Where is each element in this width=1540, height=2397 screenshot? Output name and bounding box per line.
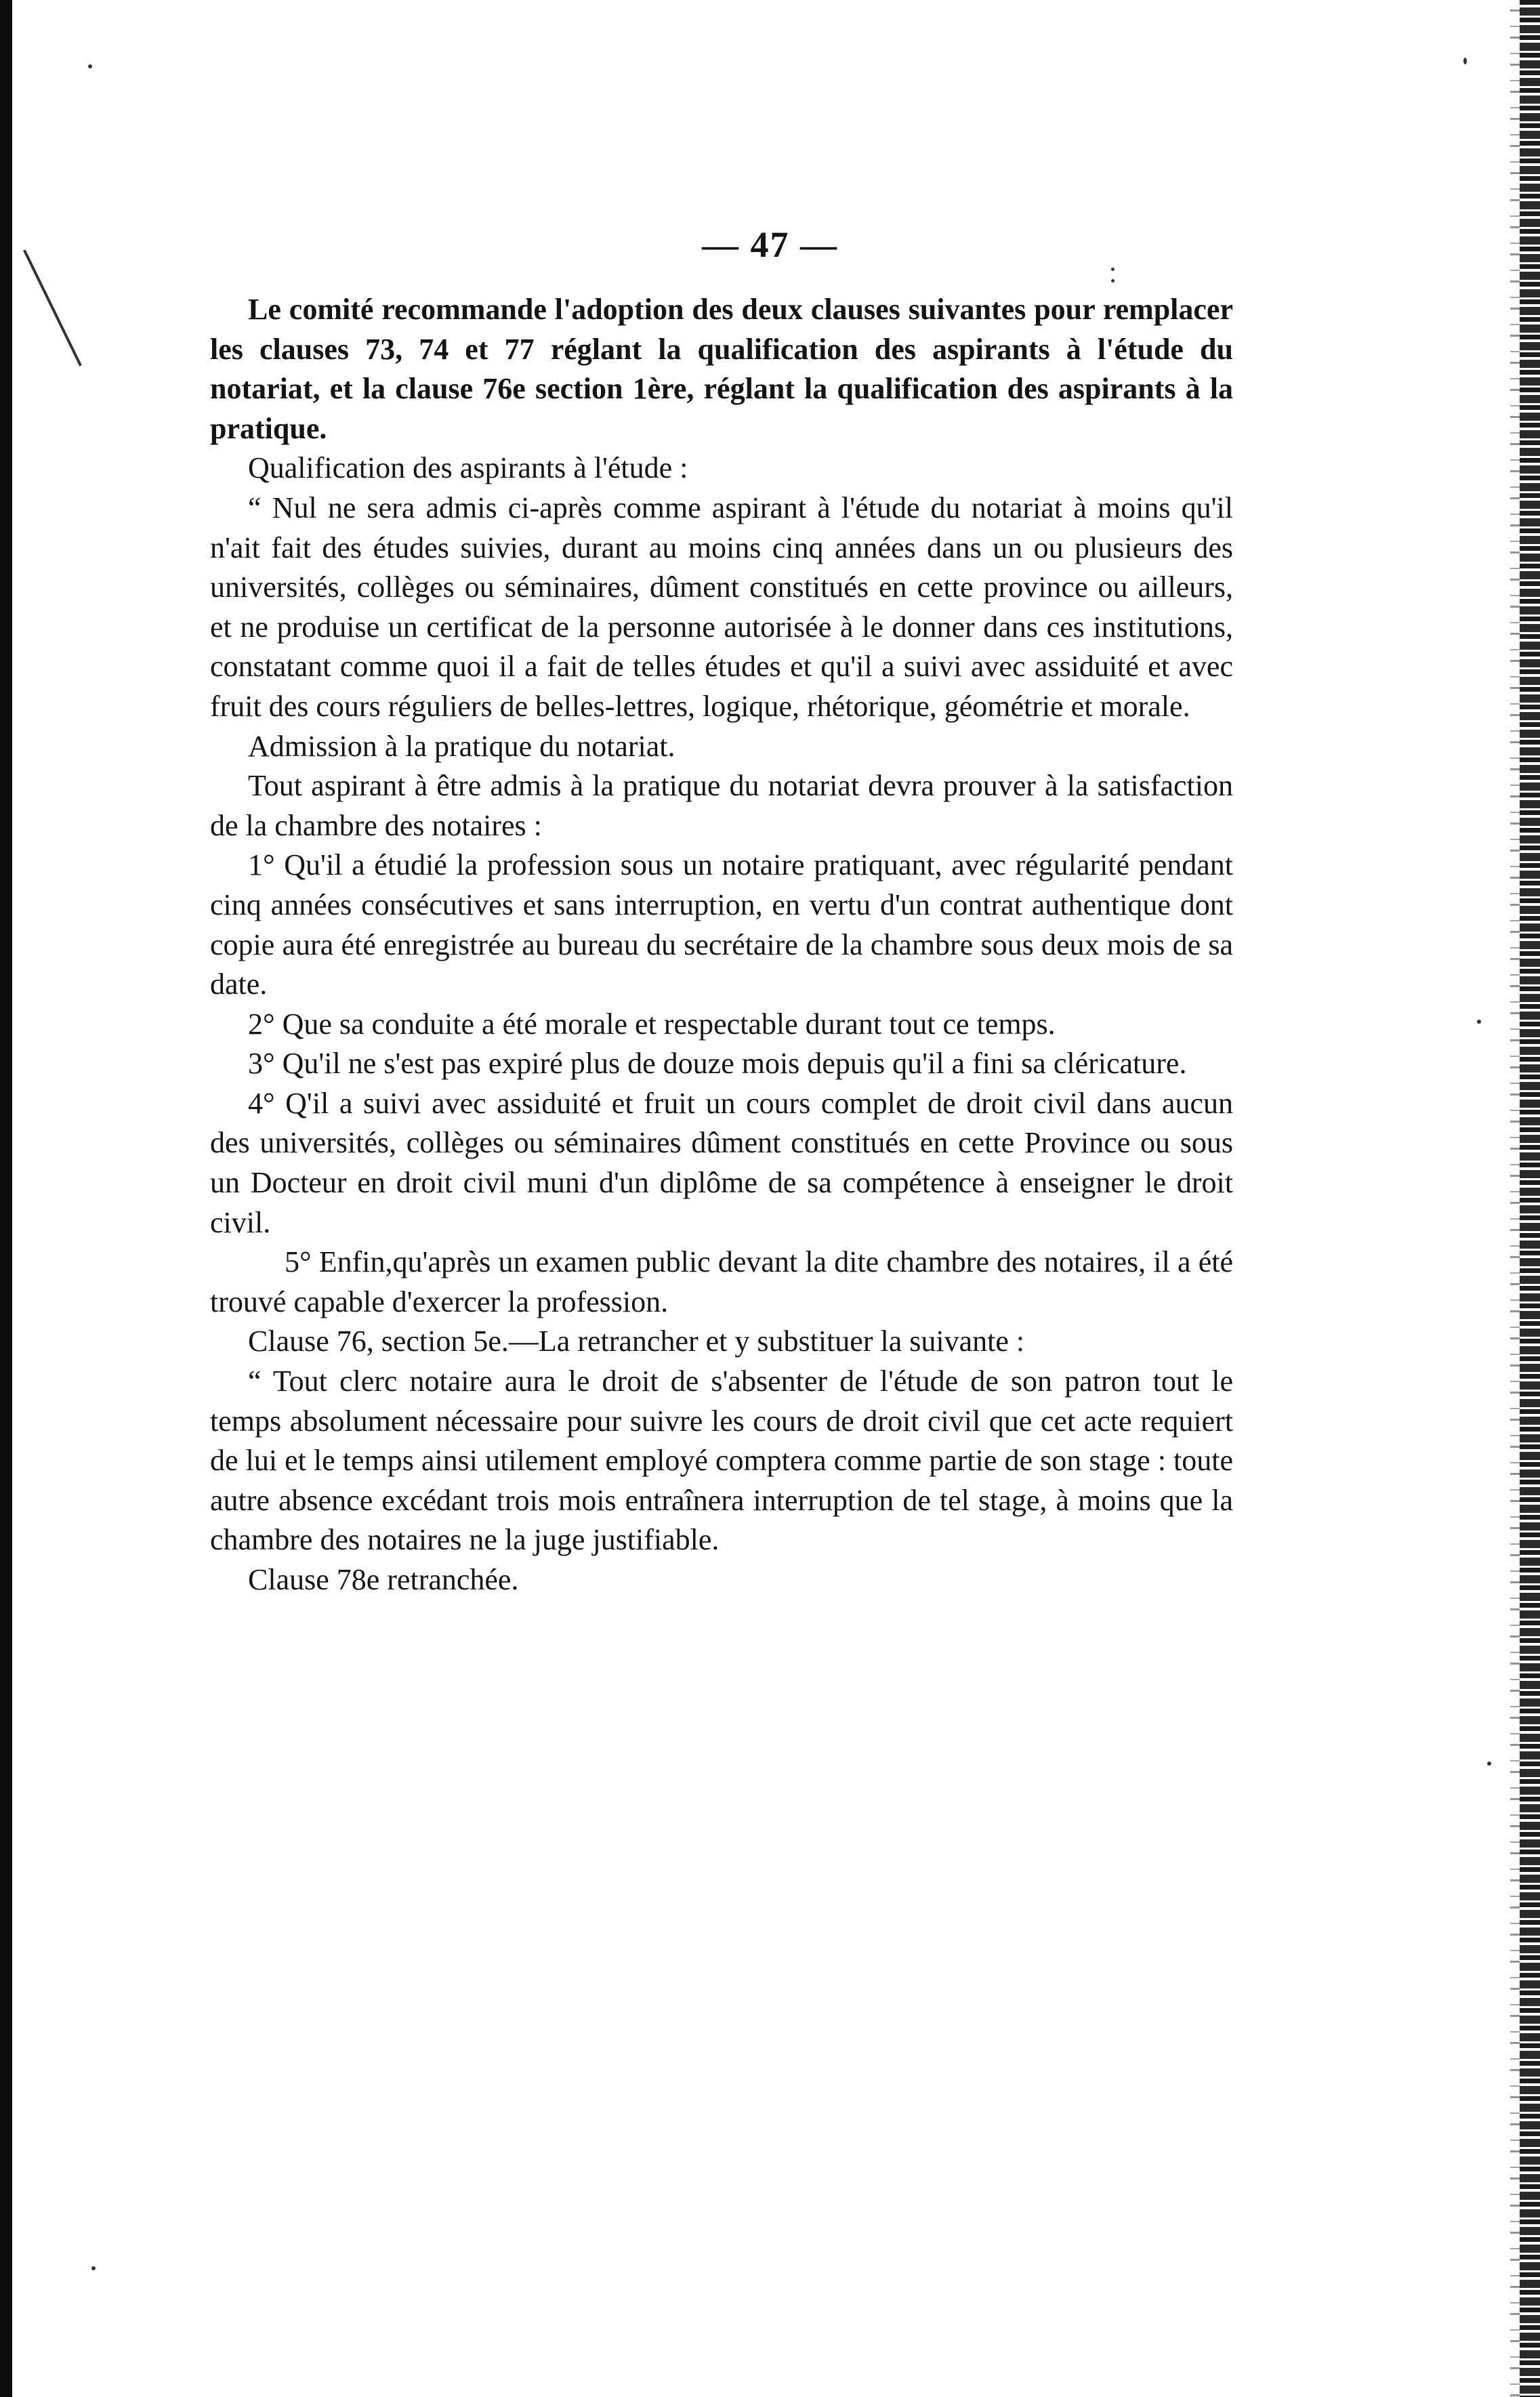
body-text <box>210 290 1233 1600</box>
list-item-3: 3° Qu'il ne s'est pas expiré plus de douze mois depuis qu'il a fini sa cléricature. <box>248 1047 1187 1081</box>
paragraph-tout-aspirant: Tout aspirant à être admis à la pratique du notariat devra prouver à la satisfaction de la chambre des notaires : <box>210 769 1233 842</box>
scan-edge-right <box>1520 0 1540 2397</box>
scan-scratch-mark <box>23 249 82 367</box>
heading-admission-pratique: Admission à la pratique du notariat. <box>248 729 675 763</box>
scan-edge-inner-right <box>1510 0 1520 2397</box>
binding-edge-left <box>0 0 12 2397</box>
page-number: — 47 — <box>702 224 838 265</box>
heading-qualification-etude: Qualification des aspirants à l'étude : <box>248 451 688 485</box>
scan-speck <box>1487 1762 1491 1766</box>
scan-speck <box>1111 268 1115 271</box>
scan-speck <box>88 64 92 68</box>
scan-speck <box>1463 58 1467 64</box>
paragraph-clause-78: Clause 78e retranchée. <box>248 1563 519 1596</box>
scan-speck <box>1111 279 1115 283</box>
scan-speck <box>1477 1020 1481 1024</box>
paragraph-intro: Le comité recommande l'adoption des deux clauses suivantes pour remplacer les clauses 73, 74 et 77 réglant la qualification des aspirants à l'étude du notariat, et la clause 76e section 1ère, réglant la qualification des aspirants à la pratique. <box>210 293 1233 445</box>
list-item-1: 1° Qu'il a étudié la profession sous un notaire pratiquant, avec régularité pendant cinq années consécutives et sans interruption, en vertu d'un contrat authentique dont copie aura été enregistrée au bureau du secrétaire de la chambre sous deux mois de sa date. <box>210 848 1233 1001</box>
paragraph-nul-ne-sera-admis: “ Nul ne sera admis ci-après comme aspirant à l'étude du notariat à moins qu'il n'ait fait des études suivies, durant au moins cinq années dans un ou plusieurs des universités, collèges ou séminaires, dûment constitués en cette province ou ailleurs, et ne produise un certificat de la personne autorisée à le donner dans ces institutions, constatant comme quoi il a fait de telles études et qu'il a suivi avec assiduité et avec fruit des cours réguliers de belles-lettres, logique, rhétorique, géométrie et morale. <box>210 491 1233 723</box>
list-item-4: 4° Q'il a suivi avec assiduité et fruit un cours complet de droit civil dans aucun des universités, collèges ou séminaires dûment constitués en cette Province ou sous un Docteur en droit civil muni d'un diplôme de sa compétence à enseigner le droit civil. <box>210 1086 1233 1239</box>
list-item-2: 2° Que sa conduite a été morale et respectable durant tout ce temps. <box>248 1007 1056 1041</box>
paragraph-clause-76: Clause 76, section 5e.—La retrancher et y substituer la suivante : <box>248 1325 1025 1358</box>
list-item-5: 5° Enfin,qu'après un examen public devant la dite chambre des notaires, il a été trouvé capable d'exercer la profession. <box>210 1245 1233 1318</box>
paragraph-tout-clerc: “ Tout clerc notaire aura le droit de s'absenter de l'étude de son patron tout le temps absolument nécessaire pour suivre les cours de droit civil que cet acte requiert de lui et le temps ainsi utilement employé comptera comme partie de son stage : toute autre absence excédant trois mois entraînera interruption de tel stage, à moins que la chambre des notaires ne la juge justifiable. <box>210 1364 1233 1557</box>
scan-speck <box>91 2266 96 2270</box>
